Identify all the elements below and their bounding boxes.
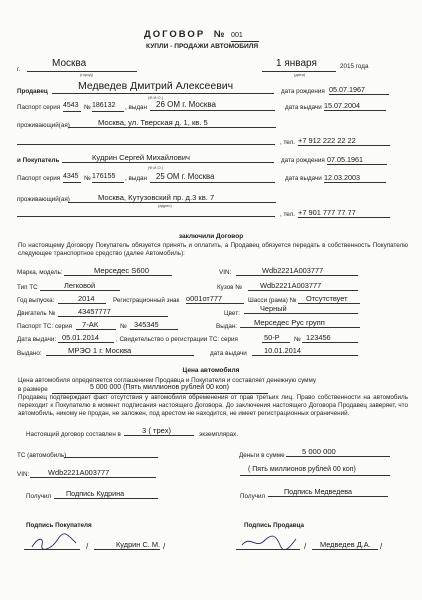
cert-date-label: дата выдачи [210,350,247,357]
seller-birth: 05.07.1967 [329,85,389,95]
cert-no: 123456 [302,333,358,343]
year-label: Год выпуска: [17,297,55,304]
seller-tel-label: , тел. [280,139,296,146]
cert-series: 50-Р [262,333,290,343]
pts-no: 345345 [130,320,178,330]
buyer-issued-by: 25 ОМ г. Москва [150,172,275,183]
received-sign: Подпись Кудрина [54,489,158,499]
engine-label: Двигатель № [17,310,56,317]
price-title: Цена автомобиля [182,367,240,374]
seller-name: Медведев Дмитрий Алексеевич [52,80,274,94]
body-value: Wdb2221A003777 [248,281,358,291]
concluded-title: заключили Договор [178,233,244,240]
seller-birth-label: дата рождения [281,88,325,95]
buyer-address: Москва, Кутузовский пр. д.3 кв. 7 [68,193,276,203]
concluded-text: По настоящему Договору Покупатель обязуется принять и оплатить, а Продавец обязуется передать в собственность Покупателю следующее транспортное средство (далее Автомобиль): [18,242,408,257]
seller-issued-label: , выдан [125,104,148,111]
buyer-name: Кудрин Сергей Михайлович [62,153,274,163]
seller-passport-label: Паспорт серия [17,104,61,111]
make-label: Марка, модель: [17,269,63,276]
regnum-value: о001от777 [186,294,244,304]
date-issued-label: Дата выдачи: [17,336,57,343]
buyer-issue-date: 12.03.2003 [324,173,386,183]
buyer-birth-label: дата рождения [281,157,325,164]
buyer-passport-series: 4345 [63,173,81,183]
seller-passport-no: 186132 [92,102,124,112]
year-value: 2014 [58,294,106,304]
copies-suffix: экземплярах. [199,431,239,438]
seller-slash: / [304,542,307,551]
seller-slash-end: / [380,542,383,551]
seller-issue-date: 15.07.2004 [324,101,386,111]
pts-series: 7-АК [76,320,116,330]
money-words: ( Пять миллионов рублей 00 коп) [240,466,390,476]
date-caption: (дата) [294,72,306,77]
buyer-issued-label: , выдан [125,175,148,182]
seller-issue-date-label: дата выдачи [285,104,322,111]
seller-signature-mark [240,533,298,551]
money-value: 5 000 000 [286,447,390,457]
price-amount: 5 000 000 (Пять миллионов рублей 00 коп) [52,384,268,394]
seller-passport-series: 4543 [63,102,81,112]
buyer-residing-label: проживающий(ая) [17,196,70,203]
buyer-label: и Покупатель [17,157,60,164]
type-value: Легковой [40,281,120,291]
pts-issued: Мерседес Рус групп [240,318,360,328]
buyer-signature-label: Подпись Покупателя [26,522,92,529]
seller-residing-label: проживающий(ая) [17,122,70,129]
received-label: Получил [26,493,52,500]
pts-issued-label: Выдан: [216,323,238,330]
receipt-vin: Wdb2221A003777 [30,468,156,478]
seller-name-caption: (Ф.И.О.) [148,95,164,100]
title-no: № [213,29,227,40]
city-prefix: г. [17,66,21,73]
city-value: Москва [27,58,137,72]
date-value: 1 января [262,58,336,72]
vin-label: VIN: [219,269,232,276]
regnum-label: Регистрационный знак [113,297,180,304]
doc-subtitle: КУПЛИ - ПРОДАЖИ АВТОМОБИЛЯ [146,43,259,50]
copies-value: 3 ( трех) [124,426,194,436]
seller-sign-name: Медведев Д.А. [312,540,378,550]
cert-no-label: № [294,336,301,343]
contract-number: 001 [231,32,259,42]
chassis-label: Шасси (рама) № [248,297,297,304]
buyer-birth: 07.05.1961 [327,155,387,165]
vin-value: Wdb2221A003777 [236,266,358,276]
pts-no-label: № [120,323,127,330]
buyer-slash-end: / [163,542,166,551]
cert-issued: МРЭО 1 г. Москва [46,346,194,356]
buyer-issue-date-label: дата выдачи [285,175,322,182]
cert-date: 10.01.2014 [252,346,358,356]
engine-value: 43457777 [58,307,168,317]
ts-line [64,450,158,458]
money-received-sign: Подпись Медведева [268,487,388,497]
cert-issued-label: Выдано: [17,350,42,357]
seller-label: Продавец [17,88,48,95]
buyer-signature-mark [30,533,80,551]
seller-address: Москва, ул. Тверская д. 1, кв. 5 [68,118,276,128]
type-label: Тип ТС [17,284,38,291]
buyer-sign-name: Кудрин С. М. [94,540,160,550]
chassis-value: Отсутствует [298,294,360,304]
buyer-passport-label: Паспорт серия [17,175,61,182]
money-received-label: Получил [240,493,266,500]
ts-label: ТС (автомобиль) [17,452,67,459]
seller-no-label: № [84,104,91,111]
copies-prefix: Настоящий договор составлен в [26,431,121,438]
color-label: Цвет: [224,310,240,317]
seller-issued-by: 26 ОМ г. Москва [150,100,275,111]
seller-signature-label: Подпись Продавца [244,522,305,529]
body-label: Кузов № [217,284,242,291]
money-label: Деньги в сумме [239,452,285,459]
price-text1: Цена автомобиля определяется соглашением Продавца и Покупателя и составляет денежную сумму [18,377,317,384]
price-text2: Продавец подтверждает факт отсутствия у автомобиля обременения от прав третьих лиц. Право собственности на автомобиль переходит к Покупателю в момент подписания настоящего Договора. До заключения настоящего Договора Продавец заверяет, что автомобиль, никому не продан, не заложен, под арестом не находится, не имеет регистрационных ограничений. [18,394,408,417]
buyer-name-caption: (Ф.И.О.) [148,165,164,170]
city-caption: (город) [80,72,93,77]
buyer-passport-no: 176155 [92,173,124,183]
date-issued: 05.01.2014 [58,333,114,343]
year-suffix: 2015 года [340,63,369,70]
buyer-tel-label: , тел. [280,211,296,218]
seller-address-line2 [17,138,275,145]
price-in-amount: в размере [18,386,48,393]
seller-phone: +7 912 222 22 22 [298,136,390,146]
make-value: Мерседес S600 [64,266,172,276]
cert-label: , Свидетельство о регистрации ТС: серия [116,336,238,343]
buyer-address-line2 [17,212,275,217]
doc-title [144,29,259,42]
buyer-no-label: № [84,175,91,182]
pts-label: Паспорт ТС: серия [17,323,73,330]
receipt-vin-label: VIN: [17,471,30,478]
buyer-phone: +7 901 777 77 77 [298,208,390,218]
buyer-address-caption: (адрес) [158,203,172,208]
color-value: Черный [244,304,358,314]
buyer-slash: / [86,542,89,551]
title-word: ДОГОВОР [144,29,206,40]
